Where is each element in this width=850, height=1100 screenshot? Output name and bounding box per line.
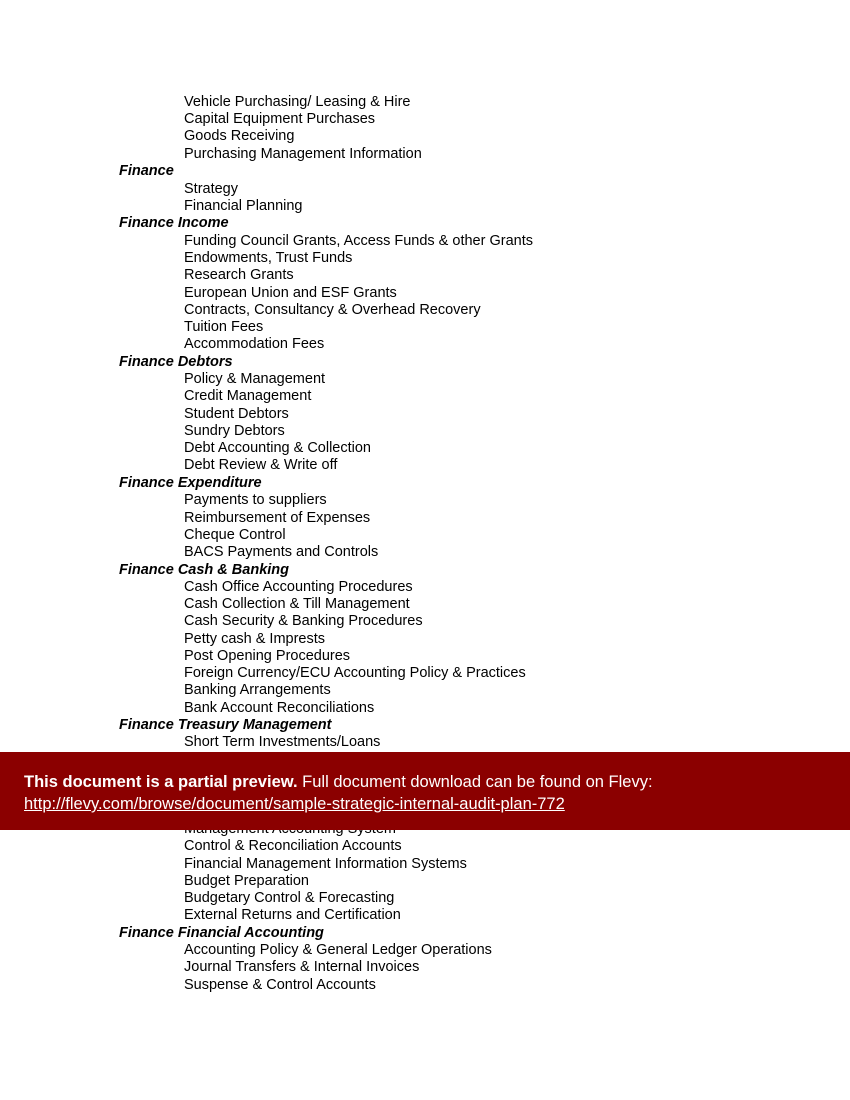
list-item: Debt Review & Write off <box>184 457 338 473</box>
list-item: Purchasing Management Information <box>184 146 422 162</box>
list-item: Strategy <box>184 181 238 197</box>
list-item: Budgetary Control & Forecasting <box>184 890 395 906</box>
list-item: Student Debtors <box>184 406 289 422</box>
banner-bold-text: This document is a partial preview. <box>24 773 298 791</box>
banner-text: Full document download can be found on Flevy: <box>302 773 653 791</box>
list-item: Sundry Debtors <box>184 423 285 439</box>
list-item: Foreign Currency/ECU Accounting Policy & Practices <box>184 665 526 681</box>
list-item: Vehicle Purchasing/ Leasing & Hire <box>184 94 411 110</box>
list-item: Accounting Policy & General Ledger Operations <box>184 942 492 958</box>
list-item: Payments to suppliers <box>184 492 327 508</box>
list-item: Financial Management Information Systems <box>184 856 467 872</box>
list-item: Policy & Management <box>184 371 326 387</box>
list-item: Research Grants <box>184 267 294 283</box>
list-item: Cash Office Accounting Procedures <box>184 579 413 595</box>
list-item: Tuition Fees <box>184 319 264 335</box>
section-heading: Finance Cash & Banking <box>119 562 290 578</box>
list-item: Petty cash & Imprests <box>184 631 326 647</box>
list-item: Accommodation Fees <box>184 336 325 352</box>
section-heading: Finance Financial Accounting <box>119 925 324 941</box>
list-item: Goods Receiving <box>184 128 295 144</box>
list-item: Suspense & Control Accounts <box>184 977 376 993</box>
download-link[interactable]: http://flevy.com/browse/document/sample-strategic-internal-audit-plan-772 <box>24 795 565 813</box>
list-item: Credit Management <box>184 388 312 404</box>
list-item: Reimbursement of Expenses <box>184 510 371 526</box>
section-heading: Finance <box>119 163 174 179</box>
list-item: Cash Security & Banking Procedures <box>184 613 423 629</box>
list-item: Debt Accounting & Collection <box>184 440 371 456</box>
list-item: Capital Equipment Purchases <box>184 111 376 127</box>
banner-message <box>24 771 826 793</box>
list-item: Funding Council Grants, Access Funds & other Grants <box>184 233 533 249</box>
list-item: BACS Payments and Controls <box>184 544 379 560</box>
list-item: External Returns and Certification <box>184 907 401 923</box>
list-item: Endowments, Trust Funds <box>184 250 353 266</box>
list-item: Banking Arrangements <box>184 682 331 698</box>
list-item: Control & Reconciliation Accounts <box>184 838 402 854</box>
section-heading: Finance Income <box>119 215 229 231</box>
list-item: Short Term Investments/Loans <box>184 734 381 750</box>
list-item: Cash Collection & Till Management <box>184 596 410 612</box>
list-item: Post Opening Procedures <box>184 648 351 664</box>
list-item: Contracts, Consultancy & Overhead Recovery <box>184 302 481 318</box>
list-item: Cheque Control <box>184 527 286 543</box>
list-item: Financial Planning <box>184 198 303 214</box>
list-item: European Union and ESF Grants <box>184 285 397 301</box>
section-heading: Finance Expenditure <box>119 475 262 491</box>
list-item: Bank Account Reconciliations <box>184 700 375 716</box>
section-heading: Finance Treasury Management <box>119 717 332 733</box>
section-heading: Finance Debtors <box>119 354 233 370</box>
list-item: Journal Transfers & Internal Invoices <box>184 959 420 975</box>
list-item: Budget Preparation <box>184 873 309 889</box>
partial-preview-banner <box>0 752 850 830</box>
